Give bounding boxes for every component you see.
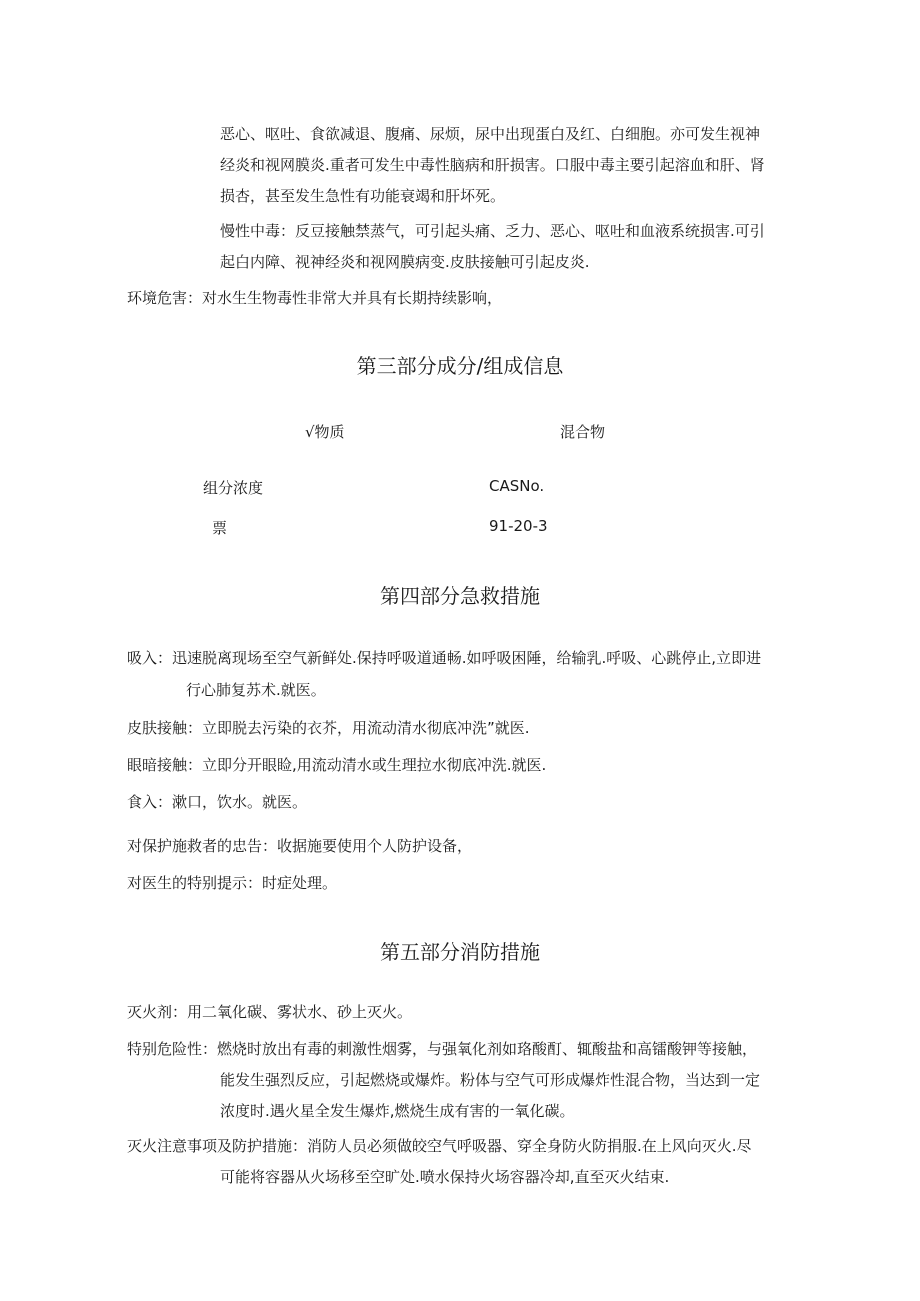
ingestion: 食入：漱口，饮水。就医。 xyxy=(127,793,308,811)
acute-symptoms-line-1: 恶心、呕吐、食欲减退、腹痛、尿烦，尿中出现蛋白及红、白细胞。亦可发生视神 xyxy=(220,125,761,143)
substance-option: √物质 xyxy=(305,423,345,441)
component-name: 票 xyxy=(212,519,228,537)
special-hazard-line-1: 特别危险性：燃烧时放出有毒的刺激性烟雾，与强氧化剂如珞酸酊、辄酸盐和高镭酸钾等接触， xyxy=(127,1040,758,1058)
special-hazard-line-2: 能发生强烈反应，引起燃烧或爆炸。粉体与空气可形成爆炸性混合物，当达到一定 xyxy=(220,1071,761,1089)
section-4-title: 第四部分急救措施 xyxy=(380,584,540,608)
cas-number-value: 91-20-3 xyxy=(489,517,548,535)
section-3-title: 第三部分成分/组成信息 xyxy=(356,354,564,378)
eye-contact: 眼暗接触：立即分开眼睑,用流动清水或生理拉水彻底冲洗.就医. xyxy=(127,756,547,774)
chronic-poisoning-line-2: 起白内障、视神经炎和视网膜病变.皮肤接触可引起皮炎. xyxy=(220,253,590,271)
acute-symptoms-line-3: 损杏，甚至发生急性有功能衰竭和肝坏死。 xyxy=(220,187,506,205)
firefighting-precaution-line-2: 可能将容器从火场移至空旷处.喷水保持火场容器冷却,直至灭火结束. xyxy=(220,1168,670,1186)
firefighting-precaution-line-1: 灭火注意事项及防护措施：消防人员必须做皎空气呼吸器、穿全身防火防捐服.在上风向灭火.尽 xyxy=(127,1137,752,1155)
extinguishing-agent: 灭火剂：用二氧化碳、雾状水、砂上灭火。 xyxy=(127,1003,413,1021)
special-hazard-line-3: 浓度时.遇火星全发生爆炸,燃烧生成有害的一氧化碳。 xyxy=(220,1102,575,1120)
cas-number-header: CASNo. xyxy=(489,477,545,495)
mixture-option: 混合物 xyxy=(560,423,606,441)
environmental-hazard: 环境危害：对水生生物毒性非常大并具有长期持续影响， xyxy=(127,289,503,307)
acute-symptoms-line-2: 经炎和视网膜炎.重者可发生中毒性脑病和肝损害。口服中毒主要引起溶血和肝、肾 xyxy=(220,156,765,174)
doctor-note: 对医生的特别提示：时症处理。 xyxy=(127,874,338,892)
chronic-poisoning-line-1: 慢性中毒：反豆接触禁蒸气，可引起头痛、乏力、恶心、呕吐和血液系统损害.可引 xyxy=(220,222,765,240)
inhalation-line-1: 吸入：迅速脱离现场至空气新鲜处.保持呼吸道通畅.如呼吸困陲，给输乳.呼吸、心跳停止,立即进 xyxy=(127,649,762,667)
rescuer-advice: 对保护施救者的忠告：收据施要使用个人防护设备， xyxy=(127,837,473,855)
skin-contact: 皮肤接触：立即脱去污染的衣芥，用流动清水彻底冲洗”就医. xyxy=(127,719,530,737)
section-5-title: 第五部分消防措施 xyxy=(380,940,540,964)
inhalation-line-2: 行心肺复苏术.就医。 xyxy=(186,681,326,699)
component-concentration-header: 组分浓度 xyxy=(203,479,264,497)
